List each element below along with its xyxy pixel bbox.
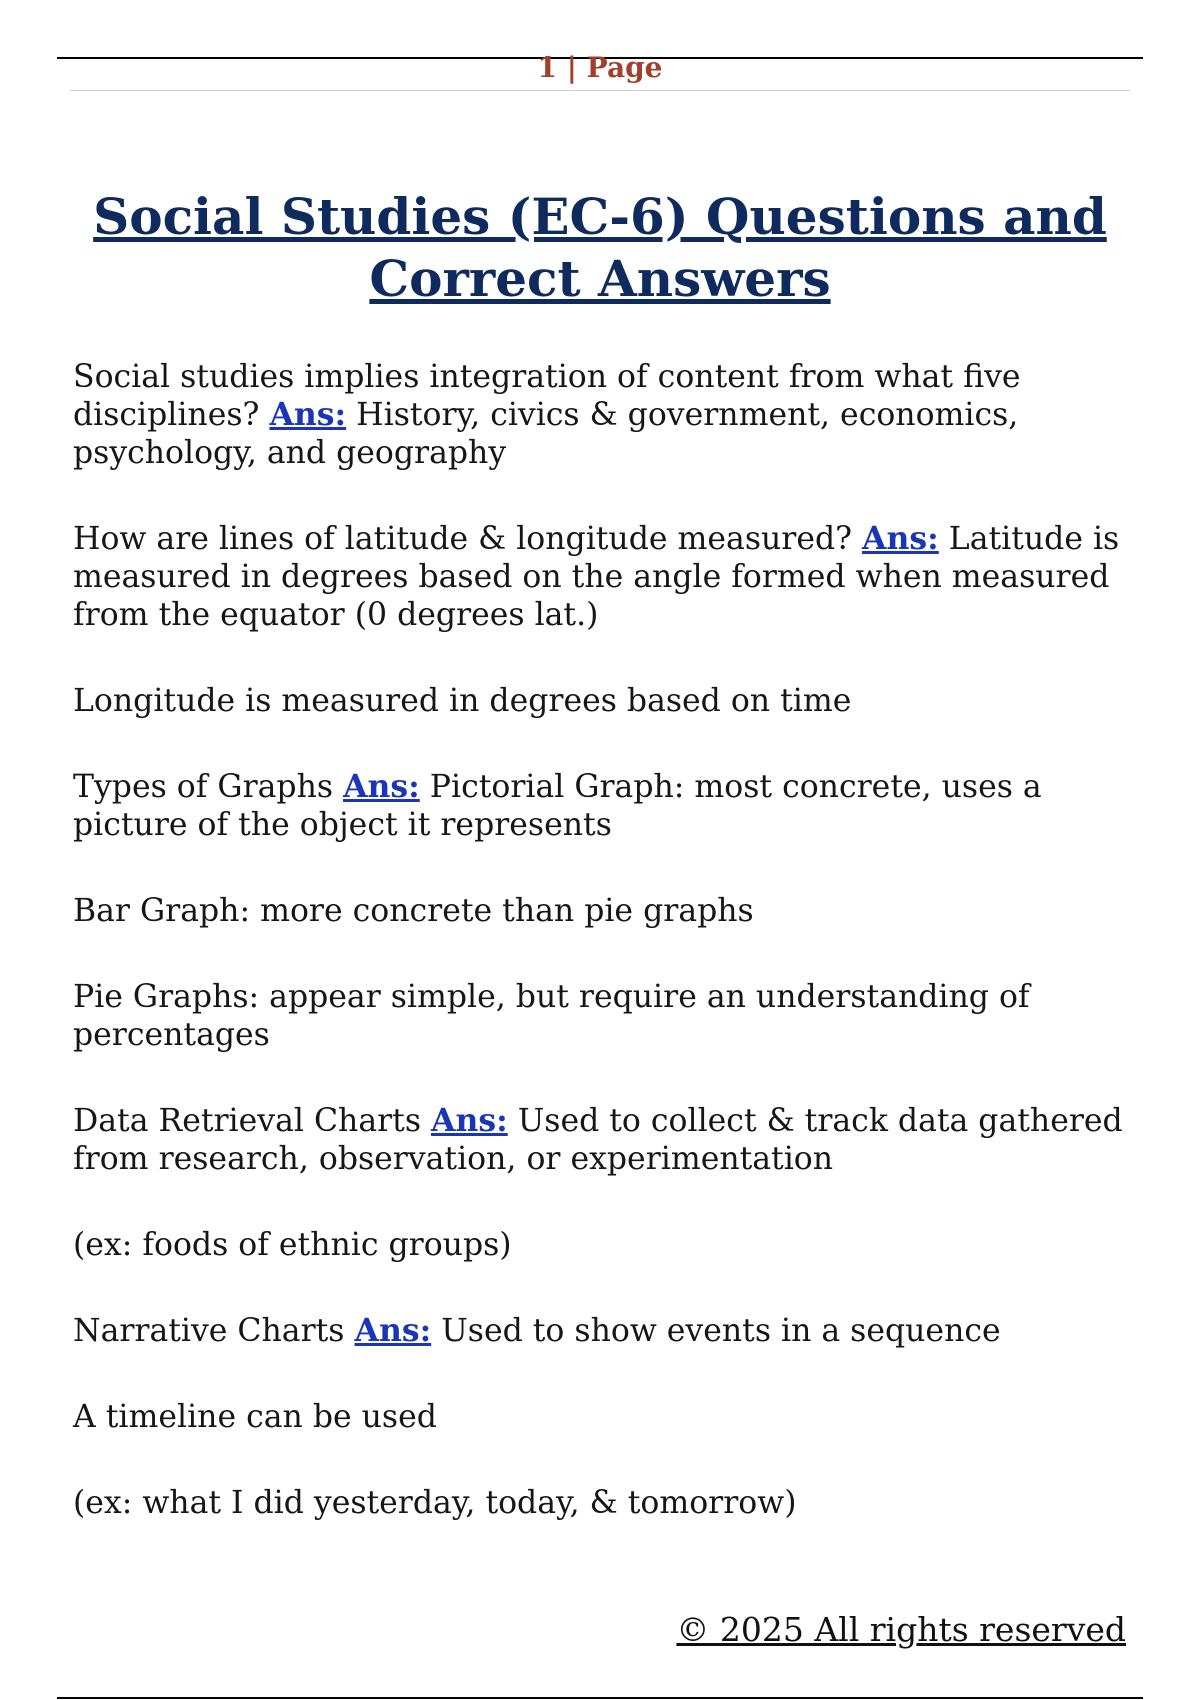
ans-link[interactable]: Ans: [862, 520, 939, 557]
text-paragraph: Bar Graph: more concrete than pie graphs [73, 893, 754, 929]
qa-paragraph-2 [73, 520, 1133, 634]
qa-paragraph-3 [73, 768, 1133, 844]
ans-link[interactable]: Ans: [269, 396, 347, 433]
ans-link[interactable]: Ans: [431, 1102, 508, 1139]
answer-text: Used to collect & track data gathered from research, observation, or experimentation [73, 1103, 1123, 1177]
footer-bottom-rule [57, 1697, 1143, 1699]
document-body [73, 358, 1133, 1570]
qa-paragraph-1 [73, 358, 1133, 472]
header-divider [70, 90, 1130, 91]
ans-link[interactable]: Ans: [354, 1312, 432, 1349]
ans-link[interactable]: Ans: [343, 768, 420, 805]
question-text: Types of Graphs [73, 769, 344, 805]
answer-text: Used to show events in a sequence [431, 1313, 1001, 1349]
answer-text: History, civics & government, economics, psychology, and geography [73, 397, 1019, 471]
page-number: 1 | Page [537, 51, 663, 84]
answer-text: Latitude is measured in degrees based on the angle formed when measured from the equator (0 degrees lat.) [73, 521, 1120, 633]
question-text: Narrative Charts [73, 1313, 355, 1349]
copyright-footer: © 2025 All rights reserved [676, 1610, 1126, 1649]
question-text: How are lines of latitude & longitude measured? [73, 521, 863, 557]
text-paragraph: A timeline can be used [73, 1399, 437, 1435]
qa-paragraph-5 [73, 1312, 1133, 1350]
qa-paragraph-4 [73, 1102, 1133, 1178]
answer-text: Pictorial Graph: most concrete, uses a picture of the object it represents [73, 769, 1042, 843]
text-paragraph: (ex: what I did yesterday, today, & tomorrow) [73, 1485, 797, 1521]
text-paragraph: Longitude is measured in degrees based on time [73, 683, 852, 719]
text-paragraph: Pie Graphs: appear simple, but require an understanding of percentages [73, 979, 1030, 1053]
text-paragraph: (ex: foods of ethnic groups) [73, 1227, 512, 1263]
question-text: Social studies implies integration of content from what five disciplines? [73, 359, 1021, 433]
question-text: Data Retrieval Charts [73, 1103, 432, 1139]
document-title: Social Studies (EC-6) Questions and Correct Answers [93, 187, 1107, 308]
